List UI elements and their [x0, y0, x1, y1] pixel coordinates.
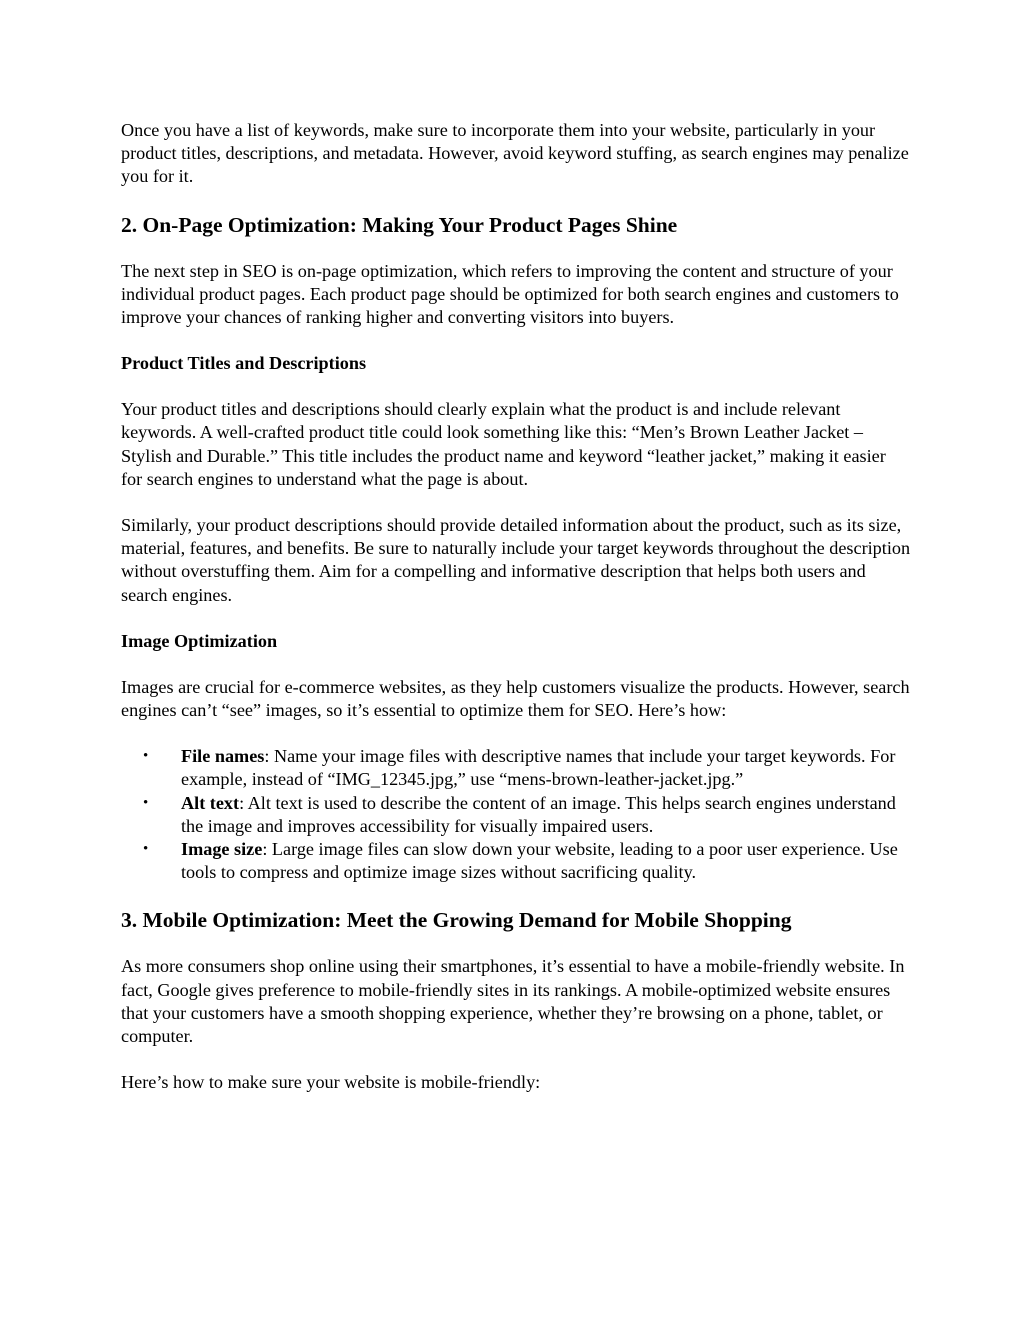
list-item-image-size [121, 838, 911, 884]
list-item-term: File names [181, 746, 265, 767]
section-2-intro-paragraph: The next step in SEO is on-page optimization, which refers to improving the content and structure of your individual product pages. Each product page should be optimized for both search engines and customers to improve your chances of ranking higher and converting visitors into buyers. [121, 260, 899, 328]
section-2-heading: 2. On-Page Optimization: Making Your Product Pages Shine [121, 212, 678, 237]
bullet-icon: • [143, 841, 149, 858]
intro-paragraph: Once you have a list of keywords, make sure to incorporate them into your website, particularly in your product titles, descriptions, and metadata. However, avoid keyword stuffing, as search engines may penalize you for it. [121, 120, 909, 187]
bullet-icon: • [143, 748, 149, 765]
image-optimization-paragraph: Images are crucial for e-commerce websites, as they help customers visualize the products. However, search engines can’t “see” images, so it’s essential to optimize them for SEO. Here’s how: [121, 676, 910, 721]
document-page [121, 119, 911, 1094]
product-titles-heading: Product Titles and Descriptions [121, 353, 367, 374]
image-optimization-list [121, 745, 911, 884]
product-titles-paragraph-1: Your product titles and descriptions should clearly explain what the product is and include relevant keywords. A well-crafted product title could look something like this: “Men’s Brown Leather Jacket – Stylish and Durable.” This title includes the product name and keyword “leather jacket,” making it easier for search engines to understand what the page is about. [121, 399, 886, 489]
list-item-text: : Alt text is used to describe the content of an image. This helps search engines understand the image and improves accessibility for visually impaired users. [181, 792, 896, 836]
list-item-alt-text [121, 792, 911, 838]
list-item-text: : Large image files can slow down your website, leading to a poor user experience. Use tools to compress and optimize image sizes without sacrificing quality. [181, 839, 898, 883]
list-item-file-names [121, 745, 911, 791]
list-item-text: : Name your image files with descriptive names that include your target keywords. For example, instead of “IMG_12345.jpg,” use “mens-brown-leather-jacket.jpg.” [181, 746, 896, 790]
image-optimization-heading: Image Optimization [121, 630, 278, 651]
list-item-term: Image size [181, 839, 263, 860]
bullet-icon: • [143, 794, 149, 811]
section-3-paragraph-1: As more consumers shop online using their smartphones, it’s essential to have a mobile-friendly website. In fact, Google gives preference to mobile-friendly sites in its rankings. A mobile-optimized website ensures that your customers have a smooth shopping experience, whether they’re browsing on a phone, tablet, or computer. [121, 956, 905, 1047]
section-3-paragraph-2: Here’s how to make sure your website is mobile-friendly: [121, 1072, 541, 1093]
list-item-term: Alt text [181, 792, 240, 813]
section-3-heading: 3. Mobile Optimization: Meet the Growing Demand for Mobile Shopping [121, 908, 792, 933]
product-titles-paragraph-2: Similarly, your product descriptions should provide detailed information about the product, such as its size, material, features, and benefits. Be sure to naturally include your target keywords throughout the description without overstuffing them. Aim for a compelling and informative description that helps both users and search engines. [121, 515, 911, 605]
